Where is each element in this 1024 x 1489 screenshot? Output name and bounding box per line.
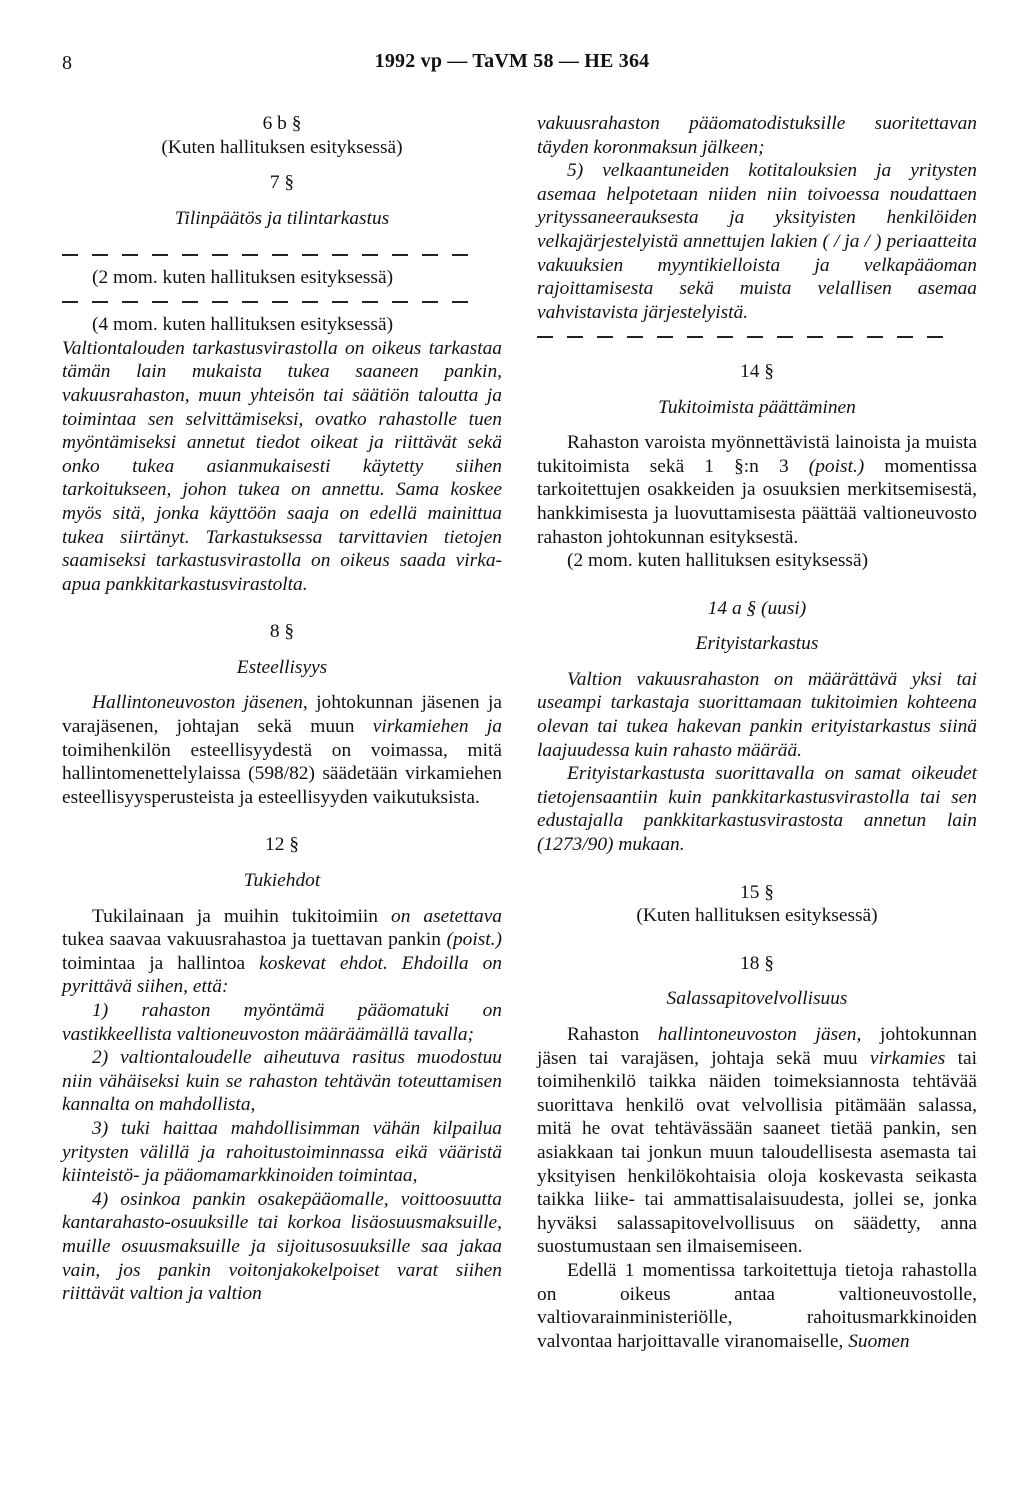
omission-line [537, 324, 977, 348]
omission-line [62, 290, 502, 314]
omission-line [62, 242, 502, 266]
running-head: 1992 vp — TaVM 58 — HE 364 [374, 50, 650, 72]
section-12-item-2: 2) valtiontaloudelle aiheutuva rasitus muodostuu niin vähäiseksi kuin se rahaston tehtävän toteuttamisen kannalta on mahdollista, [62, 1047, 502, 1116]
section-18-title: Salassapitovelvollisuus [666, 988, 848, 1010]
section-12-number: 12 § [265, 834, 299, 856]
section-15-note: (Kuten hallituksen esityksessä) [636, 905, 878, 927]
section-12-item-4: 4) osinkoa pankin osakepääomalle, voittoosuutta kantarahasto-osuuksille tai korkoa lisäosuusmaksuille, muille osuusmaksuille ja sijoitusosuuksille saa jakaa vain, jos pankin voitonjakokelpoiset varat siihen riittävät valtion ja valtion [62, 1188, 502, 1305]
section-18-para-1: Rahaston hallintoneuvoston jäsen, johtokunnan jäsen tai varajäsen, johtaja sekä muu virkamies tai toimihenkilö taikka näiden toimeksiannosta tehtävää suorittava henkilö ovat velvollisia pitämään salassa, mitä he ovat tehtävässään saaneet tietää pankin, sen asiakkaan tai jonkun muun taloudellisesta asemasta tai yksityisen henkilökohtaisia oloja koskevasta seikasta taikka liike- tai ammattisalaisuudesta, jollei se, jonka hyväksi salassapitovelvollisuus on säädetty, anna suostumustaan sen ilmaisemiseen. [537, 1024, 977, 1258]
continued-text: vakuusrahaston pääomatodistuksille suoritettavan täyden koronmaksun jälkeen; [537, 113, 977, 158]
section-14-mom2-note: (2 mom. kuten hallituksen esityksessä) [567, 550, 869, 572]
section-14a-para-2: Erityistarkastusta suorittavalla on samat oikeudet tietojensaantiin kuin pankkitarkastusvirastolla tai sen edustajalla pankkitarkastusvirastosta annetun lain (1273/90) mukaan. [537, 763, 977, 856]
section-7-mom2-note: (2 mom. kuten hallituksen esityksessä) [92, 266, 394, 288]
right-column [537, 112, 977, 1353]
page-number: 8 [62, 52, 72, 74]
section-6b-note: (Kuten hallituksen esityksessä) [161, 136, 403, 158]
section-8-text: Hallintoneuvoston jäsenen, johtokunnan jäsenen ja varajäsenen, johtajan sekä muun virkamiehen ja toimihenkilön esteellisyydestä on voimassa, mitä hallintomenettelylaissa (598/82) säädetään virkamiehen esteellisyysperusteista ja esteellisyyden vaikutuksista. [62, 692, 502, 808]
section-8-number: 8 § [269, 621, 295, 643]
section-14a-title: Erityistarkastus [695, 633, 819, 655]
left-column [62, 112, 502, 1306]
section-14-number: 14 § [740, 360, 774, 382]
section-12-item-3: 3) tuki haittaa mahdollisimman vähän kilpailua yritysten välillä ja rahoitustoiminnassa eikä vääristä kiinteistö- ja pääomamarkkinoiden toimintaa, [62, 1117, 502, 1187]
section-7-mom4-note: (4 mom. kuten hallituksen esityksessä) [92, 314, 394, 336]
section-12-item-5: 5) velkaantuneiden kotitalouksien ja yritysten asemaa helpotetaan niiden niin toivoessa noudattaen yrityssaneerauksesta ja yksityisten henkilöiden velkajärjestelyistä annettujen lakien ( / ja / ) periaatteita vakuuksien myyntikielloista ja velkapääoman rajoittamisesta sekä muista velallisen asemaa vahvistavista järjestelyistä. [537, 160, 977, 323]
section-7-title: Tilinpäätös ja tilintarkastus [174, 207, 390, 229]
section-8-title: Esteellisyys [236, 656, 328, 678]
section-14-title: Tukitoimista päättäminen [658, 396, 856, 418]
section-12-text: Tukilainaan ja muihin tukitoimiin on asetettava tukea saavaa vakuusrahastoa ja tuettavan pankin (poist.) toimintaa ja hallintoa koskevat ehdot. Ehdoilla on pyrittävä siihen, että: [62, 905, 502, 998]
section-7-text: Valtiontalouden tarkastusvirastolla on oikeus tarkastaa tämän lain mukaista tukea saaneen pankin, vakuusrahaston, muun yhteisön tai säätiön taloutta ja toimintaa sen selvittämiseksi, ovatko rahastolle tuen myöntämiseksi annetut tiedot oikeat ja riittävät sekä onko tukea asianmukaisesti käytetty siihen tarkoitukseen, johon tukea on annettu. Sama koskee myös sitä, jonka käyttöön saaja on edellä mainittua tukea siirtänyt. Tarkastuksessa tarvittavien tietojen saamiseksi tarkastusvirastolla on oikeus saada virka-apua pankkitarkastusvirastolta. [62, 337, 502, 595]
section-14a-number: 14 a § (uusi) [707, 597, 807, 619]
section-14a-para-1: Valtion vakuusrahaston on määrättävä yksi tai useampi tarkastaja suorittamaan tukitoimien kohteena olevan tai tukea hakevan pankin erityistarkastus siinä laajuudessa kuin rahasto määrää. [537, 668, 977, 761]
section-6b-number: 6 b § [262, 113, 302, 134]
section-7-number: 7 § [269, 172, 295, 194]
section-14-text: Rahaston varoista myönnettävistä lainoista ja muista tukitoimista sekä 1 §:n 3 (poist.) momentissa tarkoitettujen osakkeiden ja osuuksien merkitsemisestä, hankkimisesta ja luovuttamisesta päättää valtioneuvosto rahaston johtokunnan esityksestä. [537, 432, 978, 548]
section-18-number: 18 § [740, 952, 774, 974]
section-12-title: Tukiehdot [243, 870, 321, 892]
section-15-number: 15 § [740, 881, 774, 903]
section-12-item-1: 1) rahaston myöntämä pääomatuki on vastikkeellista valtioneuvoston määräämällä tavalla; [62, 1000, 502, 1045]
section-18-para-2: Edellä 1 momentissa tarkoitettuja tietoja rahastolla on oikeus antaa valtioneuvostolle, valtiovarainministeriölle, rahoitusmarkkinoiden valvontaa harjoittavalle viranomaiselle, Suomen [537, 1259, 977, 1352]
